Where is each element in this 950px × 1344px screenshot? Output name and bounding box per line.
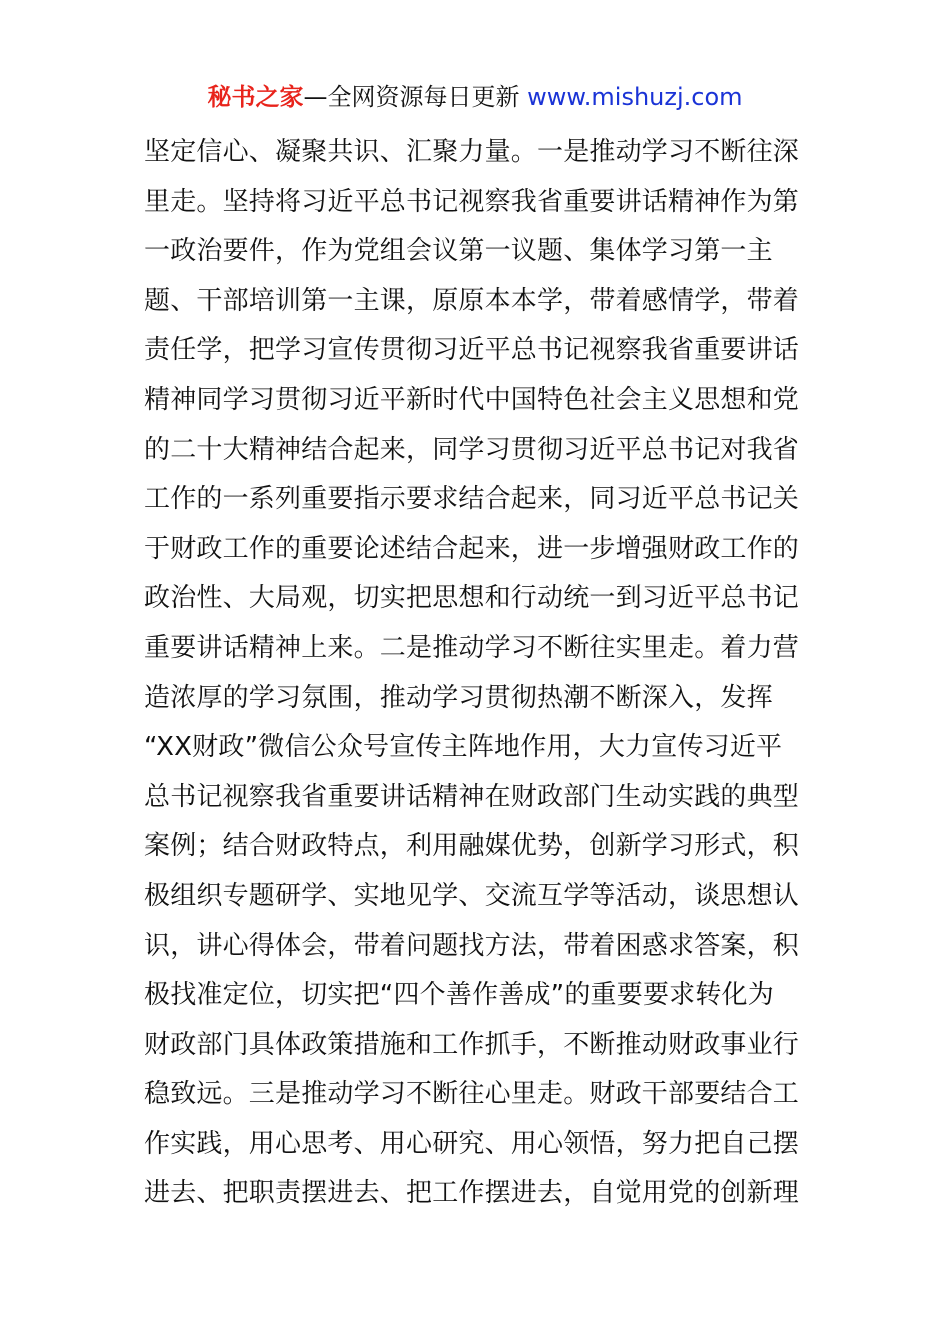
text-line: 政治性、大局观，切实把思想和行动统一到习近平总书记	[144, 583, 800, 614]
site-url-link[interactable]: www.mishuzj.com	[527, 83, 743, 111]
text-line: 重要讲话精神上来。二是推动学习不断往实里走。着力营	[144, 632, 800, 663]
text-line: 精神同学习贯彻习近平新时代中国特色社会主义思想和党	[144, 384, 800, 415]
document-body	[144, 128, 814, 1219]
text-line: 进去、把职责摆进去、把工作摆进去，自觉用党的创新理	[144, 1178, 800, 1209]
text-line: 责任学，把学习宣传贯彻习近平总书记视察我省重要讲话	[144, 335, 800, 366]
text-line: 一政治要件，作为党组会议第一议题、集体学习第一主	[144, 236, 773, 267]
text-line: 极组织专题研学、实地见学、交流互学等活动，谈思想认	[144, 880, 800, 911]
text-line: 案例；结合财政特点，利用融媒优势，创新学习形式，积	[144, 831, 800, 862]
text-line: 的二十大精神结合起来，同学习贯彻习近平总书记对我省	[144, 434, 800, 465]
text-line: 总书记视察我省重要讲话精神在财政部门生动实践的典型	[144, 781, 800, 812]
text-line: 稳致远。三是推动学习不断往心里走。财政干部要结合工	[144, 1079, 800, 1110]
text-line: 题、干部培训第一主课，原原本本学，带着感情学，带着	[144, 285, 800, 316]
text-line: 里走。坚持将习近平总书记视察我省重要讲话精神作为第	[144, 186, 800, 217]
text-line: 造浓厚的学习氛围，推动学习贯彻热潮不断深入，发挥	[144, 682, 773, 713]
text-line: 极找准定位，切实把“四个善作善成”的重要要求转化为	[144, 980, 774, 1011]
text-line: 识，讲心得体会，带着问题找方法，带着困惑求答案，积	[144, 930, 800, 961]
text-line: 坚定信心、凝聚共识、汇聚力量。一是推动学习不断往深	[144, 137, 800, 167]
page-header	[0, 80, 950, 114]
text-line: 作实践，用心思考、用心研究、用心领悟，努力把自己摆	[144, 1128, 800, 1159]
text-line: 财政部门具体政策措施和工作抓手，不断推动财政事业行	[144, 1029, 800, 1060]
site-brand: 秘书之家	[207, 83, 304, 111]
site-tagline: —全网资源每日更新	[303, 83, 528, 111]
text-line: 工作的一系列重要指示要求结合起来，同习近平总书记关	[144, 484, 800, 515]
text-line: 于财政工作的重要论述结合起来，进一步增强财政工作的	[144, 533, 800, 564]
text-line: “XX财政”微信公众号宣传主阵地作用，大力宣传习近平	[144, 732, 783, 763]
